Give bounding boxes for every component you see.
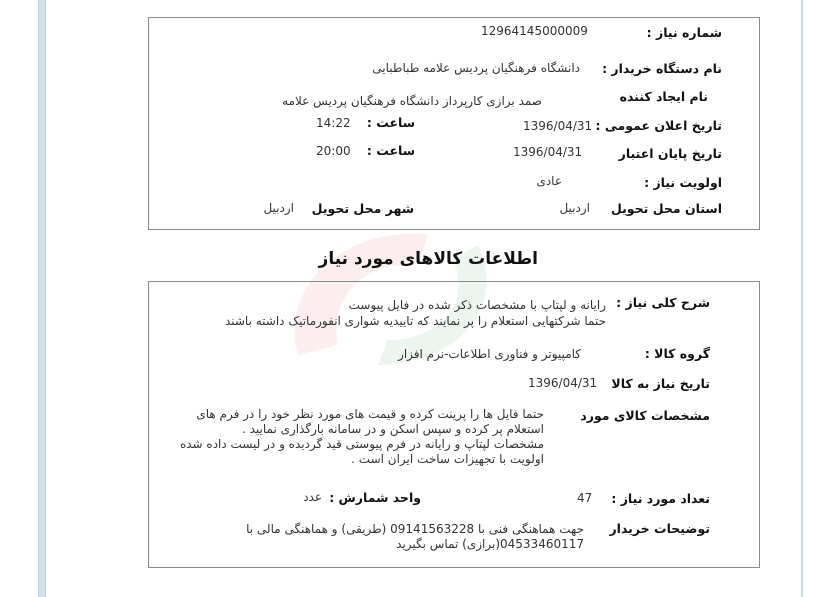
spec-line: مشخصات لپتاپ و رایانه در فرم پیوستی قید گردیده و در لیست داده شده [179,437,544,451]
right-page-rail [801,0,803,597]
creator-label: نام ایجاد کننده [619,89,708,104]
announce-time-value: 14:22 [316,116,351,130]
announce-time-label: ساعت : [366,115,415,130]
city-value: اردبیل [263,201,294,215]
priority-label: اولویت نیاز : [644,175,722,190]
general-desc-text [186,298,606,329]
spec-text [164,407,544,467]
unit-value: عدد [303,490,322,504]
unit-label: واحد شمارش : [329,490,421,505]
spec-line: استعلام پر کرده و سپس اسکن و در سامانه بارگذاری نمایید . [241,422,544,436]
need-date-value: 1396/04/31 [528,376,598,390]
goods-group-label: گروه کالا : [644,346,710,361]
need-date-label: تاریخ نیاز به کالا [611,376,710,391]
need-number-value: 12964145000009 [481,24,588,38]
section-title: اطلاعات کالاهای مورد نیاز [318,249,538,269]
quantity-label: تعداد مورد نیاز : [611,491,710,506]
need-number-label: شماره نیاز : [646,25,722,40]
city-label: شهر محل تحویل [311,201,414,216]
general-desc-label: شرح کلی نیاز : [616,295,710,310]
spec-line: اولویت با تجهیزات ساخت ایران است . [351,452,544,466]
buyer-notes-line: 04533460117(برازی) تماس بگیرید [396,537,584,551]
validity-date-value: 1396/04/31 [513,145,583,159]
validity-time-label: ساعت : [366,143,415,158]
general-desc-line: رایانه و لپتاپ با مشخصات ذکر شده در فایل پیوست [348,298,606,312]
validity-time-value: 20:00 [316,144,351,158]
buyer-notes-label: توضیحات خریدار [609,521,710,536]
announce-date-label: تاریخ اعلان عمومی : [595,118,722,133]
general-desc-line: حتما شرکتهایی استعلام را پر نمایند که تاییدیه شواری انفورماتیک داشته باشند [224,314,606,328]
spec-line: حتما فایل ها را پرینت کرده و قیمت های مورد نظر خود را در فرم های [196,407,544,421]
goods-group-value: کامپیوتر و فناوری اطلاعات-نرم افزار [398,347,581,361]
creator-value: صمد برازی کارپرداز دانشگاه فرهنگیان پردیس علامه [282,94,542,108]
spec-label: مشخصات کالای مورد [580,408,710,423]
buyer-notes-text [224,522,584,552]
buyer-notes-line: جهت هماهنگی فنی با 09141563228 (طریقی) و هماهنگی مالی با [246,522,584,536]
quantity-value: 47 [577,491,593,505]
province-label: استان محل تحویل [610,201,722,216]
priority-value: عادی [536,174,562,188]
announce-date-value: 1396/04/31 [523,119,593,133]
buyer-org-label: نام دستگاه خریدار : [602,61,722,76]
province-value: اردبیل [559,201,590,215]
left-page-rail [38,0,46,597]
buyer-org-value: دانشگاه فرهنگیان پردیس علامه طباطبایی [372,61,580,75]
validity-date-label: تاریخ پایان اعتبار [618,146,722,161]
